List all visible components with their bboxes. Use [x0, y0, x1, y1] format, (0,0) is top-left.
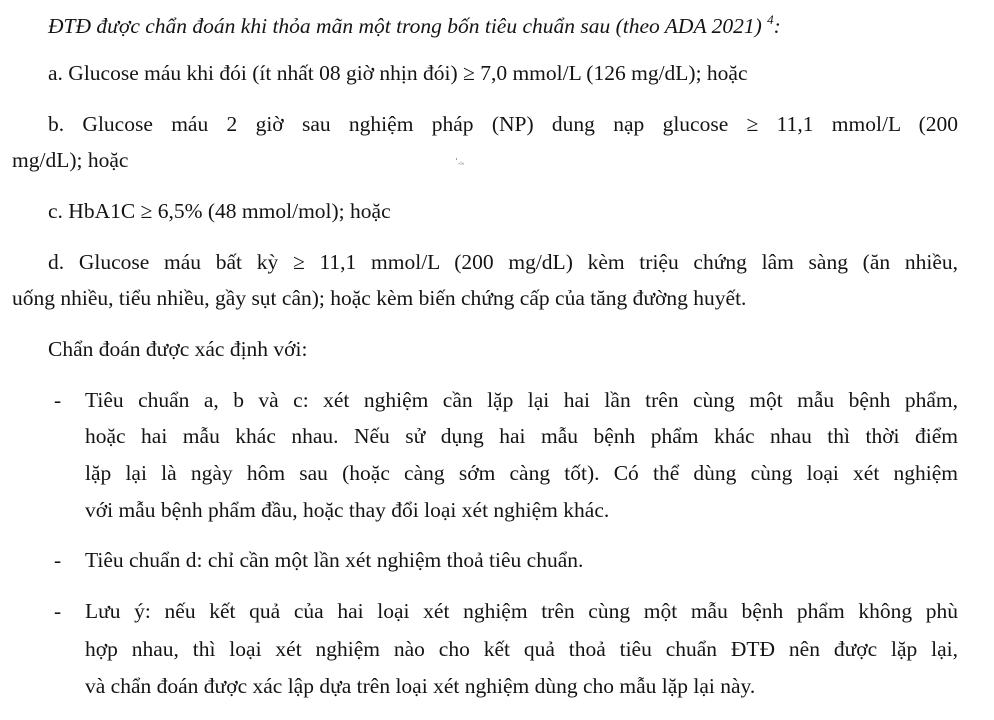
criterion-b-line-1: b. Glucose máu 2 giờ sau nghiệm pháp (NP) dung nạp glucose ≥ 11,1 mmol/L (200 [48, 112, 958, 136]
criterion-b-line-2: mg/dL); hoặc [12, 148, 129, 172]
criterion-c: c. HbA1C ≥ 6,5% (48 mmol/mol); hoặc [48, 199, 391, 223]
bullet-3-line-2: hợp nhau, thì loại xét nghiệm nào cho kết quả thoả tiêu chuẩn ĐTĐ nên được lặp lại, [85, 637, 958, 661]
bullet-dash: - [54, 388, 62, 412]
bullet-1-line-2: hoặc hai mẫu khác nhau. Nếu sử dụng hai mẫu bệnh phẩm khác nhau thì thời điểm [85, 424, 958, 448]
bullet-3-line-3: và chẩn đoán được xác lập dựa trên loại xét nghiệm dùng cho mẫu lặp lại này. [85, 674, 756, 698]
bullet-1-line-4: với mẫu bệnh phẩm đầu, hoặc thay đổi loại xét nghiệm khác. [85, 498, 610, 522]
criterion-a: a. Glucose máu khi đói (ít nhất 08 giờ nhịn đói) ≥ 7,0 mmol/L (126 mg/dL); hoặc [48, 61, 748, 85]
confirmation-heading: Chẩn đoán được xác định với: [48, 337, 308, 361]
criterion-d-line-2: uống nhiều, tiểu nhiều, gầy sụt cân); hoặc kèm biến chứng cấp của tăng đường huyết. [12, 286, 747, 310]
bullet-1-line-3: lặp lại là ngày hôm sau (hoặc càng sớm càng tốt). Có thể dùng cùng loại xét nghiệm [85, 461, 958, 485]
heading-text: ĐTĐ được chẩn đoán khi thỏa mãn một trong bốn tiêu chuẩn sau (theo ADA 2021) [48, 14, 762, 38]
bullet-2-line-1: Tiêu chuẩn d: chỉ cần một lần xét nghiệm thoả tiêu chuẩn. [85, 548, 584, 572]
bullet-dash: - [54, 599, 62, 623]
heading-suffix: : [773, 14, 781, 38]
section-heading [48, 13, 781, 38]
bullet-3-line-1: Lưu ý: nếu kết quả của hai loại xét nghiệm trên cùng một mẫu bệnh phẩm không phù [85, 599, 958, 623]
bullet-1-line-1: Tiêu chuẩn a, b và c: xét nghiệm cần lặp lại hai lần trên cùng một mẫu bệnh phẩm, [85, 388, 958, 412]
scan-speck: ʻ.ᵢᵥ [455, 156, 465, 166]
bullet-dash: - [54, 548, 62, 572]
criterion-d-line-1: d. Glucose máu bất kỳ ≥ 11,1 mmol/L (200 mg/dL) kèm triệu chứng lâm sàng (ăn nhiều, [48, 250, 958, 274]
reference-marker: 4 [767, 12, 774, 27]
